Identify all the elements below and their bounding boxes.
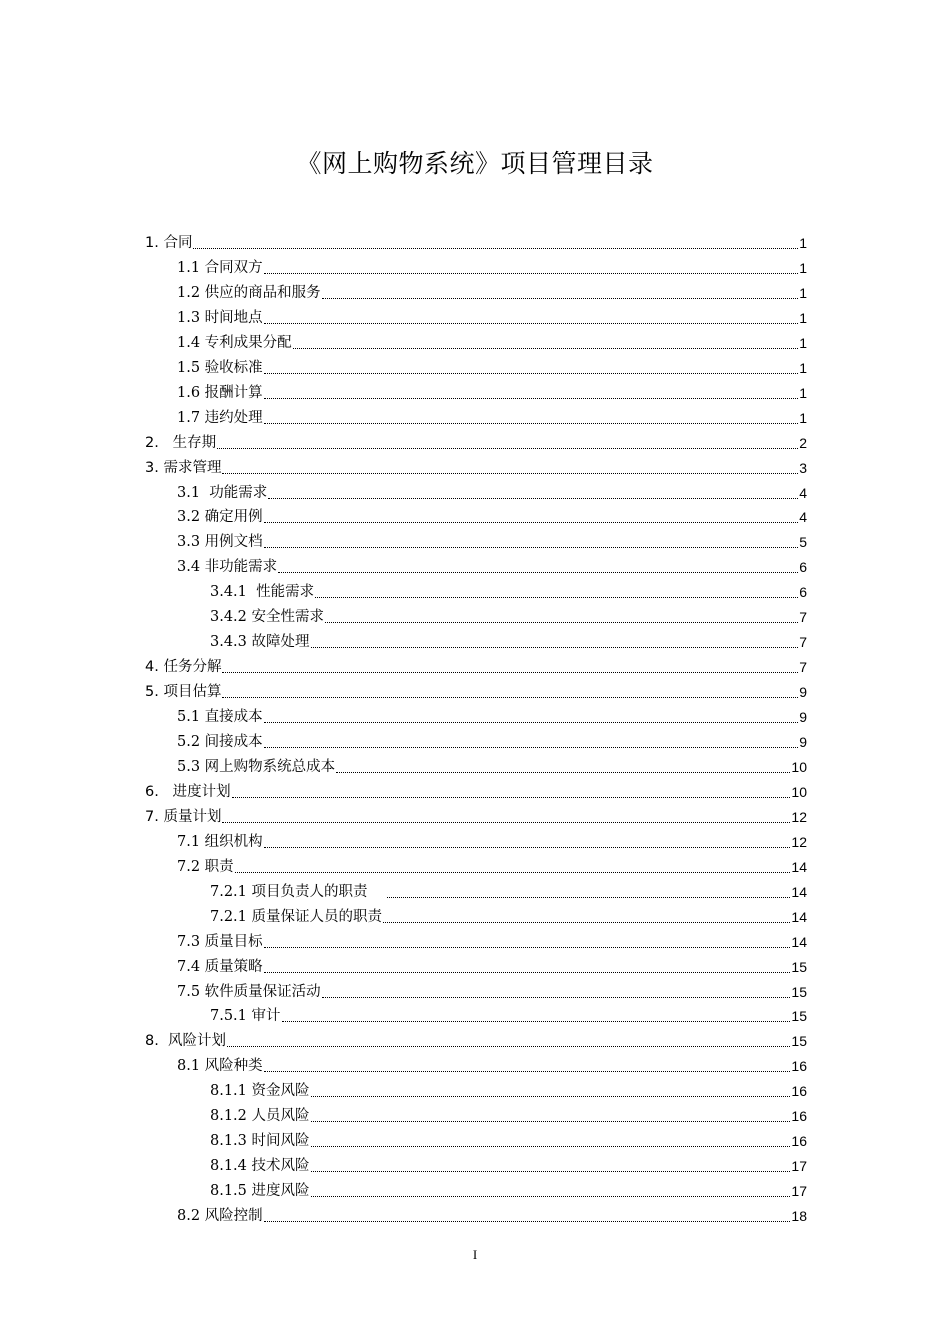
toc-entry-label: 7.5 软件质量保证活动 [177,983,321,1000]
toc-entry[interactable] [177,753,807,777]
toc-entry-label: 8.1.3 时间风险 [210,1133,310,1150]
toc-entry-label: 8.1.4 技术风险 [210,1158,310,1175]
toc-dot-leader [222,672,798,673]
toc-entry-label: 3. 需求管理 [145,459,222,476]
toc-entry-label: 2. 生存期 [145,434,217,451]
toc-entry-label: 5.3 网上购物系统总成本 [177,758,336,775]
toc-entry-label: 1.1 合同双方 [177,259,263,276]
toc-entry-label: 3.1 功能需求 [177,484,268,501]
toc-entry-label: 4. 任务分解 [145,659,222,676]
toc-entry-page: 1 [799,259,807,276]
toc-entry[interactable] [145,429,807,453]
toc-dot-leader [264,972,791,973]
toc-entry-page: 1 [799,309,807,326]
toc-dot-leader [264,398,799,399]
toc-entry[interactable] [145,229,807,253]
toc-entry[interactable] [145,678,807,702]
toc-entry-label: 7.5.1 审计 [210,1008,281,1025]
document-title: 《网上购物系统》项目管理目录 [296,149,654,178]
toc-entry-page: 2 [799,434,807,451]
toc-dot-leader [278,572,798,573]
toc-dot-leader [264,747,799,748]
toc-entry-label: 7.1 组织机构 [177,833,263,850]
toc-entry-label: 8.1 风险种类 [177,1058,263,1075]
toc-entry-page: 16 [791,1058,807,1075]
toc-dot-leader [311,1096,791,1097]
toc-entry[interactable] [177,354,807,378]
toc-entry[interactable] [210,903,807,927]
toc-dot-leader [311,1171,791,1172]
toc-entry[interactable] [177,528,807,552]
toc-entry-label: 7. 质量计划 [145,808,222,825]
toc-dot-leader [264,1221,791,1222]
toc-dot-leader [264,947,791,948]
toc-dot-leader [325,622,798,623]
toc-dot-leader [387,897,790,898]
toc-dot-leader [293,348,799,349]
toc-entry-page: 14 [791,883,807,900]
toc-entry-page: 1 [799,284,807,301]
toc-entry-label: 3.4.3 故障处理 [210,634,310,651]
toc-entry[interactable] [210,1077,807,1101]
toc-entry-label: 8. 风险计划 [145,1033,227,1050]
toc-entry-label: 7.4 质量策略 [177,958,263,975]
toc-entry-page: 6 [799,584,807,601]
toc-dot-leader [264,423,799,424]
toc-entry[interactable] [177,828,807,852]
toc-entry[interactable] [210,1127,807,1151]
toc-entry-label: 7.2.1 项目负责人的职责 [210,883,386,900]
toc-entry[interactable] [177,304,807,328]
toc-entry[interactable] [177,703,807,727]
toc-entry-page: 7 [799,659,807,676]
toc-dot-leader [264,323,799,324]
toc-entry-label: 7.2.1 质量保证人员的职责 [210,908,383,925]
toc-entry-label: 3.2 确定用例 [177,509,263,526]
toc-dot-leader [264,547,799,548]
toc-entry-page: 12 [791,808,807,825]
toc-entry[interactable] [177,1202,807,1226]
toc-dot-leader [264,273,799,274]
toc-dot-leader [193,248,798,249]
toc-entry[interactable] [177,928,807,952]
toc-entry[interactable] [177,978,807,1002]
toc-entry-label: 1.2 供应的商品和服务 [177,284,321,301]
toc-entry-page: 7 [799,634,807,651]
toc-entry[interactable] [210,1177,807,1201]
toc-dot-leader [222,822,790,823]
toc-entry-page: 16 [791,1133,807,1150]
toc-entry-label: 7.3 质量目标 [177,933,263,950]
toc-dot-leader [222,697,798,698]
toc-dot-leader [322,298,799,299]
toc-entry-page: 1 [799,334,807,351]
toc-entry-label: 3.4 非功能需求 [177,559,278,576]
toc-entry-label: 3.4.2 安全性需求 [210,609,325,626]
toc-entry-page: 15 [791,983,807,1000]
toc-entry-label: 3.3 用例文档 [177,534,263,551]
toc-dot-leader [264,522,799,523]
toc-entry[interactable] [210,878,807,902]
toc-entry-label: 8.1.2 人员风险 [210,1108,310,1125]
toc-entry-page: 12 [791,833,807,850]
toc-entry-label: 5. 项目估算 [145,684,222,701]
toc-dot-leader [264,373,799,374]
toc-entry[interactable] [145,653,807,677]
toc-entry-page: 15 [791,1008,807,1025]
toc-entry-page: 15 [791,958,807,975]
toc-entry-label: 1. 合同 [145,235,193,251]
toc-entry-label: 1.5 验收标准 [177,359,263,376]
toc-entry-page: 10 [791,783,807,800]
toc-entry-page: 10 [791,758,807,775]
toc-entry[interactable] [177,329,807,353]
toc-entry-page: 18 [791,1208,807,1225]
toc-entry-label: 1.3 时间地点 [177,309,263,326]
toc-entry[interactable] [177,1052,807,1076]
toc-entry[interactable] [177,279,807,303]
toc-entry[interactable] [210,578,807,602]
toc-entry-label: 5.2 间接成本 [177,734,263,750]
toc-entry[interactable] [210,628,807,652]
toc-dot-leader [336,772,790,773]
toc-dot-leader [235,872,791,873]
toc-entry-page: 1 [799,409,807,426]
toc-entry-label: 1.6 报酬计算 [177,384,263,401]
toc-dot-leader [222,473,798,474]
toc-entry-page: 14 [791,933,807,950]
toc-entry-page: 1 [799,384,807,401]
toc-entry-page: 4 [799,484,807,501]
toc-entry-page: 17 [791,1158,807,1175]
toc-entry[interactable] [210,1152,807,1176]
toc-dot-leader [232,797,791,798]
toc-entry[interactable] [177,479,807,503]
toc-entry[interactable] [177,953,807,977]
toc-entry-page: 16 [791,1083,807,1100]
toc-entry[interactable] [177,379,807,403]
toc-dot-leader [383,922,790,923]
toc-entry[interactable] [145,454,807,478]
toc-entry[interactable] [177,503,807,527]
toc-entry-page: 17 [791,1183,807,1200]
toc-entry-page: 9 [799,684,807,701]
toc-entry[interactable] [177,853,807,877]
toc-entry-page: 3 [799,459,807,476]
toc-entry-label: 8.1.5 进度风险 [210,1183,310,1200]
toc-entry-page: 15 [791,1033,807,1050]
toc-entry-page: 14 [791,908,807,925]
toc-entry[interactable] [145,803,807,827]
toc-entry-page: 1 [799,235,807,251]
toc-entry-page: 9 [799,734,807,750]
toc-dot-leader [268,498,798,499]
toc-entry-page: 6 [799,559,807,576]
toc-dot-leader [311,1121,791,1122]
toc-entry[interactable] [145,1027,807,1051]
toc-dot-leader [264,847,791,848]
toc-entry[interactable] [210,1002,807,1026]
toc-entry-page: 1 [799,359,807,376]
toc-entry-label: 1.4 专利成果分配 [177,334,292,351]
toc-entry-label: 3.4.1 性能需求 [210,584,315,601]
toc-entry[interactable] [177,404,807,428]
toc-dot-leader [311,647,799,648]
toc-dot-leader [322,997,791,998]
toc-dot-leader [264,722,799,723]
toc-entry-label: 8.1.1 资金风险 [210,1083,310,1100]
toc-entry-page: 9 [799,709,807,726]
toc-entry[interactable] [145,778,807,802]
toc-dot-leader [311,1196,791,1197]
toc-entry[interactable] [177,553,807,577]
toc-entry-label: 6. 进度计划 [145,783,231,800]
toc-dot-leader [217,448,798,449]
toc-dot-leader [227,1046,790,1047]
toc-entry-page: 7 [799,609,807,626]
toc-entry-page: 14 [791,858,807,875]
toc-entry[interactable] [210,603,807,627]
toc-dot-leader [282,1021,791,1022]
toc-entry-page: 16 [791,1108,807,1125]
page-number-footer: I [472,1247,478,1262]
toc-entry-label: 1.7 违约处理 [177,409,263,426]
toc-entry[interactable] [177,254,807,278]
toc-entry[interactable] [177,728,807,752]
toc-entry-page: 5 [799,534,807,551]
toc-entry-page: 4 [799,509,807,526]
toc-entry-label: 7.2 职责 [177,858,234,875]
toc-dot-leader [264,1071,791,1072]
toc-dot-leader [311,1146,791,1147]
toc-entry-label: 5.1 直接成本 [177,709,263,726]
toc-entry[interactable] [210,1102,807,1126]
toc-dot-leader [315,597,798,598]
toc-entry-label: 8.2 风险控制 [177,1208,263,1225]
